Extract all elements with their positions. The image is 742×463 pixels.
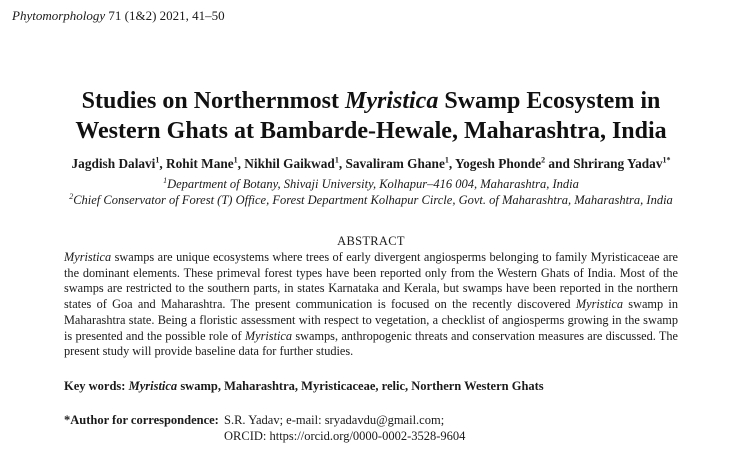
title-line-2: Western Ghats at Bambarde-Hewale, Maharashtra, India [75,118,667,144]
abstract-text: swamps are unique ecosystems where trees of early divergent angiosperms belonging to family Myristicaceae are the dominant elements. These primeval forest types have been reported only from the Western Ghats of India. Most of the swamps are restricted to the southern parts, in states Karnataka and Kerala, but swamps have been reported in the northern states of Goa and Maharashtra. The present communication is focused on the recently discovered [64,250,678,312]
journal-name: Phytomorphology [12,8,106,23]
correspondence [64,412,465,444]
journal-volume-pages: 71 (1&2) 2021, 41–50 [108,8,225,23]
author-affiliation-marker: 1* [662,155,671,165]
title-part-2: Swamp Ecosystem in [438,88,661,114]
keywords-list: swamp, Maharashtra, Myristicaceae, relic, Northern Western Ghats [177,379,544,393]
author-affiliation-marker: 1 [334,155,339,165]
author-name: Savaliram Ghane [345,156,445,171]
author-name: Shrirang Yadav [573,156,663,171]
affiliation-1 [0,177,742,192]
abstract-text: swamps, anthropogenic threats and conservation measures are discussed. The present study will provide baseline data for further studies. [64,328,678,359]
abstract-heading: ABSTRACT [337,234,405,248]
abstract-italic-term: Myristica [64,250,112,264]
affiliation-2-marker: 2 [69,191,74,201]
abstract-text: swamp in Maharashtra state. Being a floristic assessment with respect to vegetation, a checklist of angiosperms growing in the swamp is presented and the possible role of [64,297,678,343]
author-affiliation-marker: 2 [541,155,546,165]
author-separator: , [448,156,456,171]
author-name: Nikhil Gaikwad [244,156,335,171]
affiliation-2-text: Chief Conservator of Forest (T) Office, Forest Department Kolhapur Circle, Govt. of Maharashtra, Maharashtra, India [73,193,673,207]
correspondence-label: *Author for correspondence: [64,413,219,427]
author-affiliation-marker: 1 [233,155,238,165]
affiliation-2 [0,193,742,208]
author-separator: , [159,156,167,171]
correspondence-email: S.R. Yadav; e-mail: sryadavdu@gmail.com; [224,413,445,427]
keywords [64,379,544,394]
keywords-label: Key words: [64,379,129,393]
affiliation-1-marker: 1 [163,175,168,185]
author-name: Jagdish Dalavi [71,156,156,171]
title-italic-genus: Myristica [345,88,439,114]
author-name: Yogesh Phonde [455,156,542,171]
affiliation-1-text: Department of Botany, Shivaji University, Kolhapur–416 004, Maharashtra, India [167,177,579,191]
author-name: Rohit Mane [166,156,234,171]
journal-citation [12,8,225,24]
author-separator: , [237,156,245,171]
author-list [0,156,742,172]
abstract-italic-term: Myristica [575,297,624,312]
correspondence-orcid: ORCID: https://orcid.org/0000-0002-3528-9604 [224,429,466,443]
author-affiliation-marker: 1 [444,155,449,165]
author-separator: and [545,156,574,171]
author-affiliation-marker: 1 [155,155,160,165]
paper-title [0,86,742,146]
author-separator: , [338,156,346,171]
abstract-italic-term: Myristica [244,328,293,343]
abstract-body [64,250,678,360]
title-part-1: Studies on Northernmost [81,88,345,114]
keywords-italic: Myristica [128,379,178,393]
